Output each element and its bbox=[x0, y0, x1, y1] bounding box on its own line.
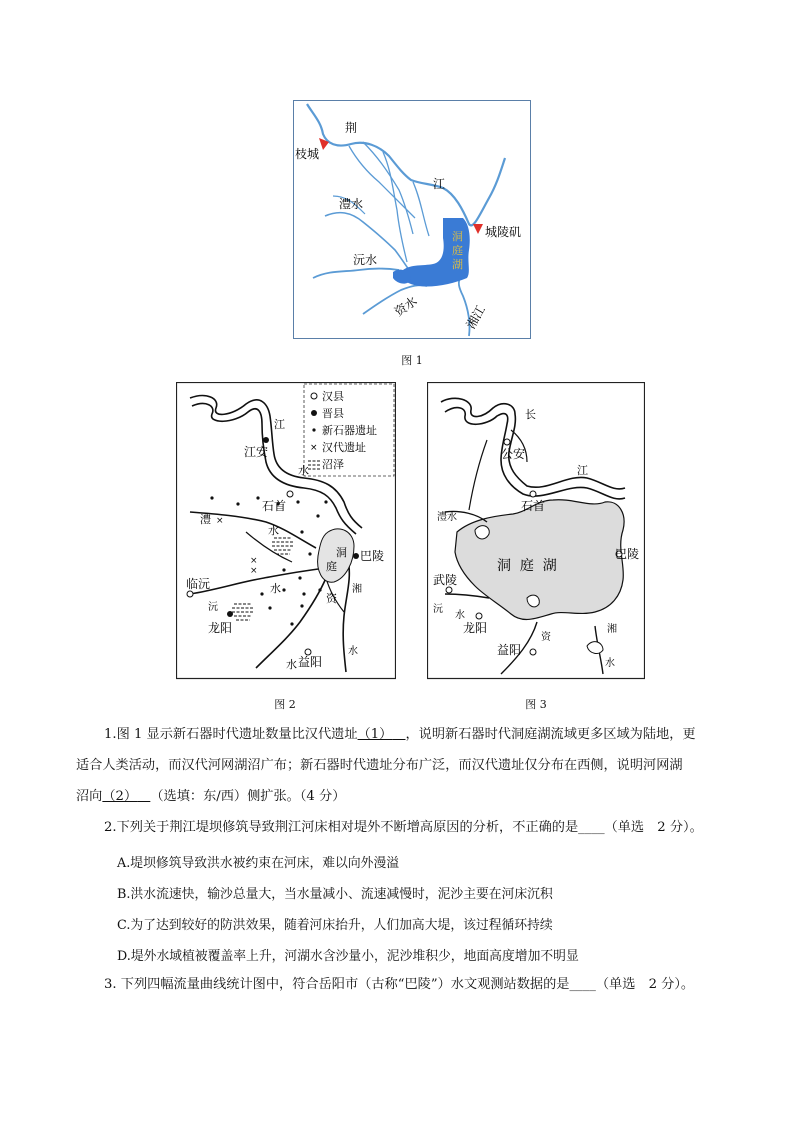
fig2-label-shui1: 水 bbox=[298, 464, 309, 477]
q3-stem-suffix: （单选 2 分）。 bbox=[595, 977, 695, 992]
figure-2-caption: 图 2 bbox=[274, 698, 296, 711]
q2-option-c[interactable]: C.为了达到较好的防洪效果，随着河床抬升，人们加高大堤，该过程循环持续 bbox=[117, 918, 553, 933]
fig2-label-linyuan: 临沅 bbox=[186, 577, 211, 591]
q1-blank-2[interactable]: （2） bbox=[102, 789, 138, 804]
fig2-label-jiang: 江 bbox=[274, 418, 285, 431]
fig2-label-li: 澧 bbox=[200, 513, 211, 526]
jin-county-symbol bbox=[311, 410, 317, 416]
fig3-label-yuan: 沅 bbox=[433, 604, 443, 615]
fig2-label-shui2: 水 bbox=[268, 524, 279, 537]
fig2-label-xiang: 湘 bbox=[352, 584, 362, 595]
figure-1-caption: 图 1 bbox=[401, 354, 423, 367]
fig2-label-yiyang: 益阳 bbox=[298, 655, 323, 669]
fig3-label-shishou: 石首 bbox=[521, 499, 546, 513]
q1-line2: 适合人类活动，而汉代河网湖沼广布；新石器时代遗址分布广泛，而汉代遗址仅分布在西侧，说明河网湖 bbox=[76, 758, 683, 773]
figure-2-map bbox=[176, 382, 396, 680]
fig1-label-ting: 庭 bbox=[452, 244, 463, 257]
figure-3-caption: 图 3 bbox=[525, 698, 547, 711]
fig1-label-jing: 荆 bbox=[345, 121, 358, 135]
q1-text-b: ，说明新石器时代洞庭湖流域更多区域为陆地，更 bbox=[405, 727, 696, 742]
legend-jin-county: 晋县 bbox=[322, 407, 344, 420]
fig1-label-zishui: 资水 bbox=[391, 293, 420, 320]
q2-stem-text: 2.下列关于荆江堤坝修筑导致荆江河床相对堤外不断增高原因的分析，不正确的是 bbox=[104, 820, 579, 835]
fig2-label-shui3: 水 bbox=[270, 582, 281, 595]
linyuan-marker bbox=[187, 591, 193, 597]
fig2-label-shui5: 水 bbox=[348, 646, 358, 657]
fig3-label-lishui: 澧水 bbox=[437, 512, 457, 523]
figure-3-map bbox=[427, 382, 645, 680]
q3-stem-text: 3. 下列四幅流量曲线统计图中，符合岳阳市（古称“巴陵”）水文观测站数据的是 bbox=[104, 977, 570, 992]
q2-stem bbox=[104, 815, 703, 841]
q1-line3 bbox=[76, 784, 345, 810]
q1-text-a: 1.图 1 显示新石器时代遗址数量比汉代遗址 bbox=[104, 727, 358, 742]
q3-answer-blank[interactable]: ____ bbox=[569, 977, 596, 992]
q1-line1 bbox=[104, 722, 696, 748]
legend-marsh: 沼泽 bbox=[322, 458, 344, 471]
fig3-label-jiang: 江 bbox=[577, 464, 588, 477]
q1-text-d: （选填：东/西）侧扩张。（4 分） bbox=[150, 789, 346, 804]
q2-option-d[interactable]: D.堤外水域植被覆盖率上升，河湖水含沙量小，泥沙堆积少，地面高度增加不明显 bbox=[117, 949, 579, 964]
fig1-label-zhicheng: 枝城 bbox=[295, 147, 320, 161]
q2-option-a[interactable]: A.堤坝修筑导致洪水被约束在河床，难以向外漫溢 bbox=[117, 856, 400, 871]
fig1-label-chenglingji: 城陵矶 bbox=[485, 225, 522, 239]
q2-answer-blank[interactable]: ____ bbox=[578, 820, 605, 835]
q1-text-c: 沼向 bbox=[76, 789, 103, 804]
fig2-label-dong: 洞 bbox=[336, 546, 347, 559]
shishou-marker bbox=[287, 491, 293, 497]
figure-1-map bbox=[293, 100, 531, 340]
fig2-label-zi: 资 bbox=[326, 592, 337, 605]
fig3-label-shui: 水 bbox=[455, 610, 465, 621]
neolithic-symbol bbox=[312, 428, 315, 431]
svg-text:×: × bbox=[250, 556, 258, 566]
longyang-marker bbox=[227, 611, 233, 617]
legend-han-site: 汉代遗址 bbox=[322, 441, 366, 454]
fig1-label-lishui: 澧水 bbox=[339, 197, 364, 211]
fig3-label-zi: 资 bbox=[541, 632, 551, 643]
fig3-longyang-marker bbox=[476, 613, 482, 619]
fig3-label-xiang: 湘 bbox=[607, 624, 617, 635]
legend-neolithic: 新石器遗址 bbox=[322, 424, 377, 437]
fig1-label-yuanshui: 沅水 bbox=[353, 253, 378, 267]
fig2-label-baling: 巴陵 bbox=[360, 549, 385, 563]
fig3-wuling-marker bbox=[446, 587, 452, 593]
fig2-label-longyang: 龙阳 bbox=[208, 621, 233, 635]
fig3-label-baling: 巴陵 bbox=[615, 547, 640, 561]
fig1-label-jiang: 江 bbox=[433, 177, 446, 191]
fig3-gongan-marker bbox=[504, 439, 510, 445]
q3-stem bbox=[104, 972, 694, 998]
q2-stem-suffix: （单选 2 分）。 bbox=[604, 820, 703, 835]
han-county-symbol bbox=[311, 393, 317, 399]
fig3-yiyang-marker bbox=[530, 649, 536, 655]
baling-marker bbox=[353, 553, 359, 559]
jiangan-marker bbox=[263, 437, 269, 443]
fig1-label-hu: 湖 bbox=[452, 258, 463, 271]
fig2-label-yuan: 沅 bbox=[208, 602, 218, 613]
fig3-label-longyang: 龙阳 bbox=[463, 621, 488, 635]
svg-text:×: × bbox=[250, 566, 258, 576]
fig2-label-ting: 庭 bbox=[326, 560, 337, 573]
legend-han-county: 汉县 bbox=[322, 390, 344, 403]
q2-option-b[interactable]: B.洪水流速快，输沙总量大，当水量减小、流速减慢时，泥沙主要在河床沉积 bbox=[117, 887, 553, 902]
han-site-symbol: × bbox=[310, 443, 318, 453]
fig2-label-jiangan: 江安 bbox=[244, 445, 269, 459]
fig3-shishou-marker bbox=[530, 491, 536, 497]
fig2-label-shishou: 石首 bbox=[262, 499, 287, 513]
fig3-label-gongan: 公安 bbox=[501, 447, 526, 461]
fig3-label-yiyang: 益阳 bbox=[497, 643, 522, 657]
fig3-label-chang: 长 bbox=[525, 408, 536, 421]
fig3-label-wuling: 武陵 bbox=[433, 573, 458, 587]
svg-text:×: × bbox=[216, 516, 224, 526]
fig3-label-dongtinghu: 洞 庭 湖 bbox=[497, 558, 557, 574]
fig1-label-dong: 洞 bbox=[452, 230, 463, 243]
fig2-label-shui4: 水 bbox=[286, 658, 297, 671]
fig1-label-xiangjiang: 湘江 bbox=[463, 303, 488, 332]
q1-blank-1[interactable]: （1） bbox=[357, 727, 393, 742]
fig3-label-shui2: 水 bbox=[605, 658, 615, 669]
